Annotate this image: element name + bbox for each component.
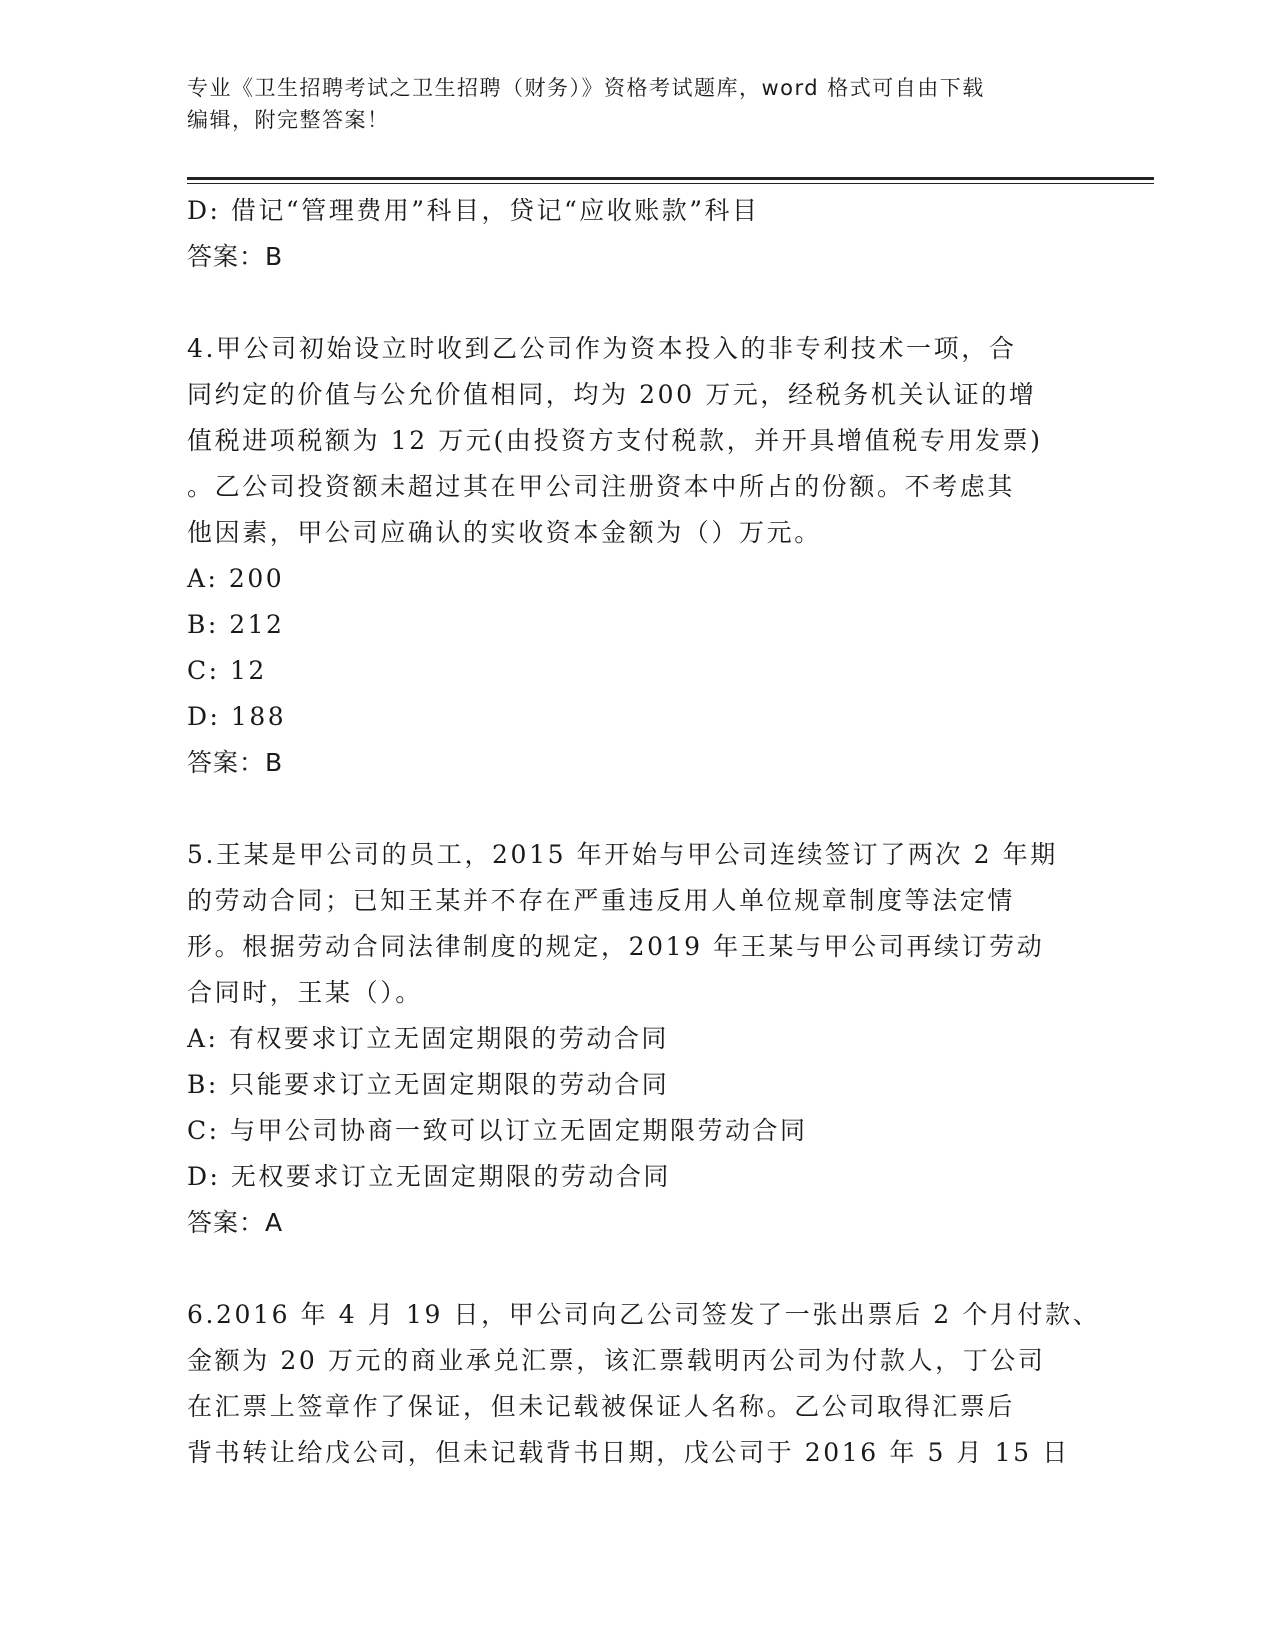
question-4 [187,326,1087,786]
question-text [187,832,1087,1016]
document-header [187,72,1087,136]
question-text [187,326,1087,556]
question-line: 5.王某是甲公司的员工，2015 年开始与甲公司连续签订了两次 2 年期 [187,840,1058,869]
spacer [187,786,1087,832]
question-line: 合同时，王某（）。 [187,978,423,1007]
header-divider-thick [187,177,1154,180]
option-b: B: 212 [187,610,285,639]
option-d: D: 借记“管理费用”科目，贷记“应收账款”科目 [187,196,760,225]
question-line: 的劳动合同；已知王某并不存在严重违反用人单位规章制度等法定情 [187,886,1016,915]
question-line: 在汇票上签章作了保证，但未记载被保证人名称。乙公司取得汇票后 [187,1392,1016,1421]
question-text [187,1292,1101,1476]
question-line: 4.甲公司初始设立时收到乙公司作为资本投入的非专利技术一项，合 [187,334,1017,363]
question-line: 形。根据劳动合同法律制度的规定，2019 年王某与甲公司再续订劳动 [187,932,1045,961]
partial-question [187,188,1087,280]
spacer [187,1246,1087,1292]
option-d: D: 无权要求订立无固定期限的劳动合同 [187,1162,671,1191]
question-line: 背书转让给戊公司，但未记载背书日期，戊公司于 2016 年 5 月 15 日 [187,1438,1070,1467]
option-c: C: 与甲公司协商一致可以订立无固定期限劳动合同 [187,1116,808,1145]
question-line: 金额为 20 万元的商业承兑汇票，该汇票载明丙公司为付款人，丁公司 [187,1346,1046,1375]
answer-line: 答案：A [187,1208,284,1237]
answer-line: 答案：B [187,242,284,271]
question-6 [187,1292,1101,1476]
header-divider-thin [187,183,1154,184]
option-a: A: 有权要求订立无固定期限的劳动合同 [187,1024,669,1053]
spacer [187,280,1087,326]
question-line: 。乙公司投资额未超过其在甲公司注册资本中所占的份额。不考虑其 [187,472,1016,501]
question-line: 值税进项税额为 12 万元(由投资方支付税款，并开具增值税专用发票) [187,426,1043,455]
answer-line: 答案：B [187,748,284,777]
option-c: C: 12 [187,656,267,685]
question-line: 他因素，甲公司应确认的实收资本金额为（）万元。 [187,518,822,547]
header-line-2: 编辑，附完整答案！ [187,108,390,132]
question-line: 6.2016 年 4 月 19 日，甲公司向乙公司签发了一张出票后 2 个月付款、 [187,1300,1101,1329]
header-line-1: 专业《卫生招聘考试之卫生招聘（财务）》资格考试题库，word 格式可自由下载 [187,76,985,100]
option-a: A: 200 [187,564,285,593]
question-line: 同约定的价值与公允价值相同，均为 200 万元，经税务机关认证的增 [187,380,1037,409]
document-body [187,188,1101,1476]
question-5 [187,832,1087,1246]
option-d: D: 188 [187,702,287,731]
option-b: B: 只能要求订立无固定期限的劳动合同 [187,1070,670,1099]
